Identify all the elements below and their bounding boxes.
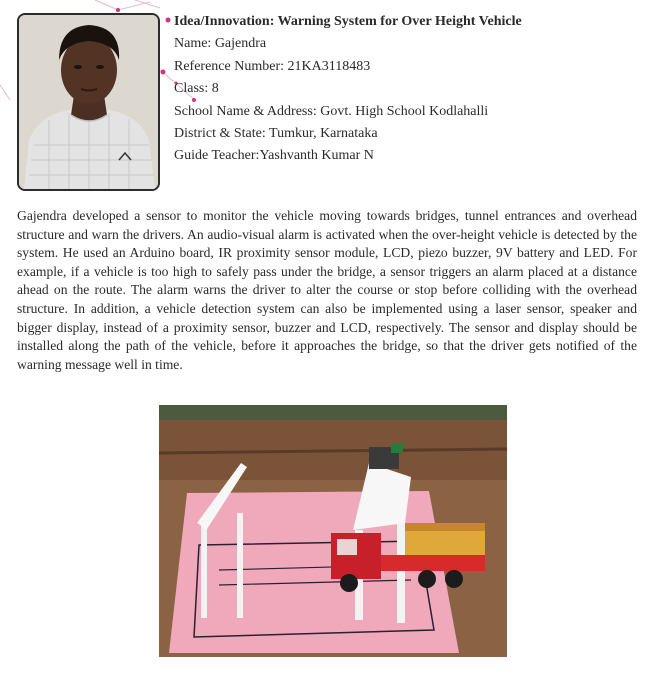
profile-info [174,11,522,168]
class-info: Class: 8 [174,81,219,97]
project-description: Gajendra developed a sensor to monitor the vehicle moving towards bridges, tunnel entrances and overhead structure and warn the drivers. An audio-visual alarm is activated when the over-height vehicle is detected by the system. He used an Arduino board, IR proximity sensor module, LCD, piezo buzzer, 9V battery and LED. For example, if a vehicle is too high to safely pass under the bridge, a sensor triggers an alarm placed at a distance ahead on the route. The alarm warns the driver to alter the course or stop before colliding with the overhead structure. In addition, a vehicle detection system can also be implemented using a laser sensor, speaker and bigger display, instead of a proximity sensor, buzzer and LCD, respectively. The sensor and display should be installed along the path of the vehicle, before it approaches the bridge, so that the driver gets notified of the warning message well in time. [17,208,637,372]
student-photo [17,13,160,191]
reference-number: Reference Number: 21KA3118483 [174,58,371,74]
school-info: School Name & Address: Govt. High School Kodlahalli [174,103,489,119]
guide-teacher: Guide Teacher:Yashvanth Kumar N [174,148,374,164]
project-title: Idea/Innovation: Warning System for Over Height Vehicle [174,14,522,29]
district-info: District & State: Tumkur, Karnataka [174,126,378,142]
student-name: Name: Gajendra [174,36,267,52]
project-model-photo [159,405,507,657]
